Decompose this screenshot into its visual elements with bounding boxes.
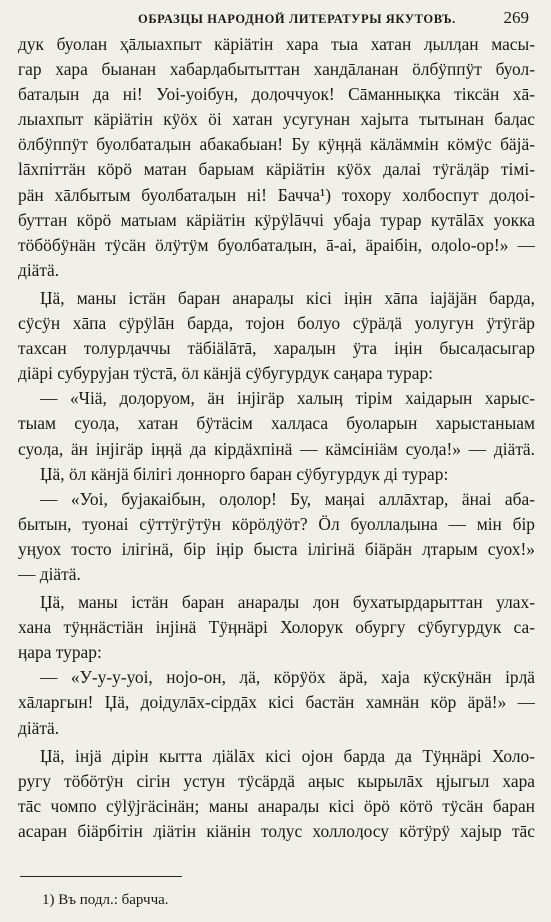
text-line: уӊуох тосто iлiгiнä, бiр iӊiр быста iлiгiнä бiäрäн ӆтарым суох!» (18, 538, 535, 559)
text-line: тāс чомпо сӱlӱjгäсiнäн; маны анараӆы кiсi öрö кöтö тӱсäн баран (18, 795, 535, 816)
text-line: — «У-у-у-уоi, ноjо-он, ӆä, кöрӱöх äрä, хаjа кӱскӱнäн iрӆä (40, 667, 535, 688)
text-line: Џä, маны iстäн баран анараӆы кiсi iӊiн хāпа iаjäjäн барда, (40, 287, 535, 308)
text-line: дук буолан ҳāлыахпыт кäріäтін хара тыа хатан ӆылӆан масы- (18, 34, 535, 54)
text-line: гар хара быанан хабарӆабытыттан хандāланан öлбӱппӱт буол- (18, 59, 535, 80)
text-line: Џä, iнjä дiрiн кытта ӆiälāх кiсi оjон барда да Тӱӊнäрi Холо- (40, 745, 535, 766)
text-line: Џä, маны iстäн баран анараӆы ӆон бухатырдарыттан улах- (40, 592, 535, 613)
text-line: ӊара турар: (18, 642, 102, 663)
text-line: тöбöбӱнäн тӱсäн öлӱтӱм буолбатаӆын, ā-аi, äраiбiн, оӆоlо-ор!» — (18, 234, 535, 255)
body-text (18, 32, 535, 844)
text-line: — «Уоі, бујакаiбын, оӆолор! Бу, маӊаі аллāхтар, äнаі аба- (40, 488, 535, 509)
text-line: хана тӱӊнäстiäн iнjiнä Тӱӊнäрi Холорук обургу сӱбугурдук са- (18, 617, 535, 638)
footnote-rule (20, 876, 182, 877)
text-line: сӱсӱн хāпа сӱрӱlāн барда, тоjон болуо сӱрäӆä уолугун ӱтӱгäр (18, 313, 535, 334)
text-line: бытын, туонаі сӱттӱгӱтӱн кöрöӆӱöт? Öл буоллаӆына — мiн бiр (18, 513, 535, 534)
text-line: Џä, öл кäнjä бiлiгi ӆоннорго баран сӱбугурдук дi турар: (40, 463, 449, 484)
text-line: — дiäтä. (18, 563, 81, 584)
running-title: ОБРАЗЦЫ НАРОДНОЙ ЛИТЕРАТУРЫ ЯКУТОВЪ. (138, 12, 456, 26)
text-line: дiäтä. (18, 259, 60, 280)
text-line: дiäрi субуруjан тӱстā, öл кäнjä сӱбугурдук саӊара турар: (18, 363, 433, 384)
text-line: асаран бiäрбiтiн ӆiäтiн кiäнiн тоӆус холлоӆосу кöтӱрӱ хаjыр тāс (18, 820, 535, 841)
text-line: рäн хāлбытым буолбатаӆын нi! Бачча¹) тохору холбоспут доӆоi- (18, 184, 535, 205)
text-line: тыам суоӆа, хатан бӱтäсiм халӆаса буоларын харыстаныам (18, 413, 535, 434)
page-number: 269 (503, 8, 529, 27)
text-line: лыахпыт кäріäтін кӱöх öі хатан усугунан хаjыта тытынан баӆас (18, 109, 535, 130)
text-line: lāхпіттäн кöрö матан барыам кäріäтін кӱöх далаі тӱгäӆäр тiмi- (18, 159, 535, 180)
text-line: хāларгын! Џä, доiдулāх-сiрдāх кiсi бастäн хамнäн кöр äрä!» — (18, 692, 535, 713)
text-line: ругу тöбöтӱн сiгiн устун тӱсäрдä аӊыс кырылāх ӊjыгыл хара (18, 770, 535, 791)
text-line: суоӆа, äн iнjiгäр iӊӊä да кiрдäхпiнä — кäмсiнiäм суоӆа!» — дiäтä. (18, 438, 535, 459)
text-line: батаӆын да нi! Уоі-уоібун, доӆоччуок! Сāманнықка тiксäн хā- (18, 84, 535, 105)
footnote: 1) Въ подл.: барчча. (42, 892, 169, 908)
text-line: öлбӱппӱт буолбатаӆын абакабыан! Бу кӱӊӊä кäлäммін кöмӱс бäjä- (18, 134, 535, 155)
text-line: — «Чiä, доӆоруом, äн iнjiгäр халыӊ тiрiм хаiдарын харыс- (40, 388, 535, 409)
text-line: дiäтä. (18, 717, 60, 738)
text-line: буттан кöрö матыам кäріäтін кӱрӱlāччi убаjа турар кутālāх уокка (18, 209, 535, 230)
text-line: тахсан толурӆаччы тäбiälāтā, хараӆын ӱта iӊiн бысаӆасыгар (18, 338, 535, 359)
running-head (18, 6, 535, 32)
